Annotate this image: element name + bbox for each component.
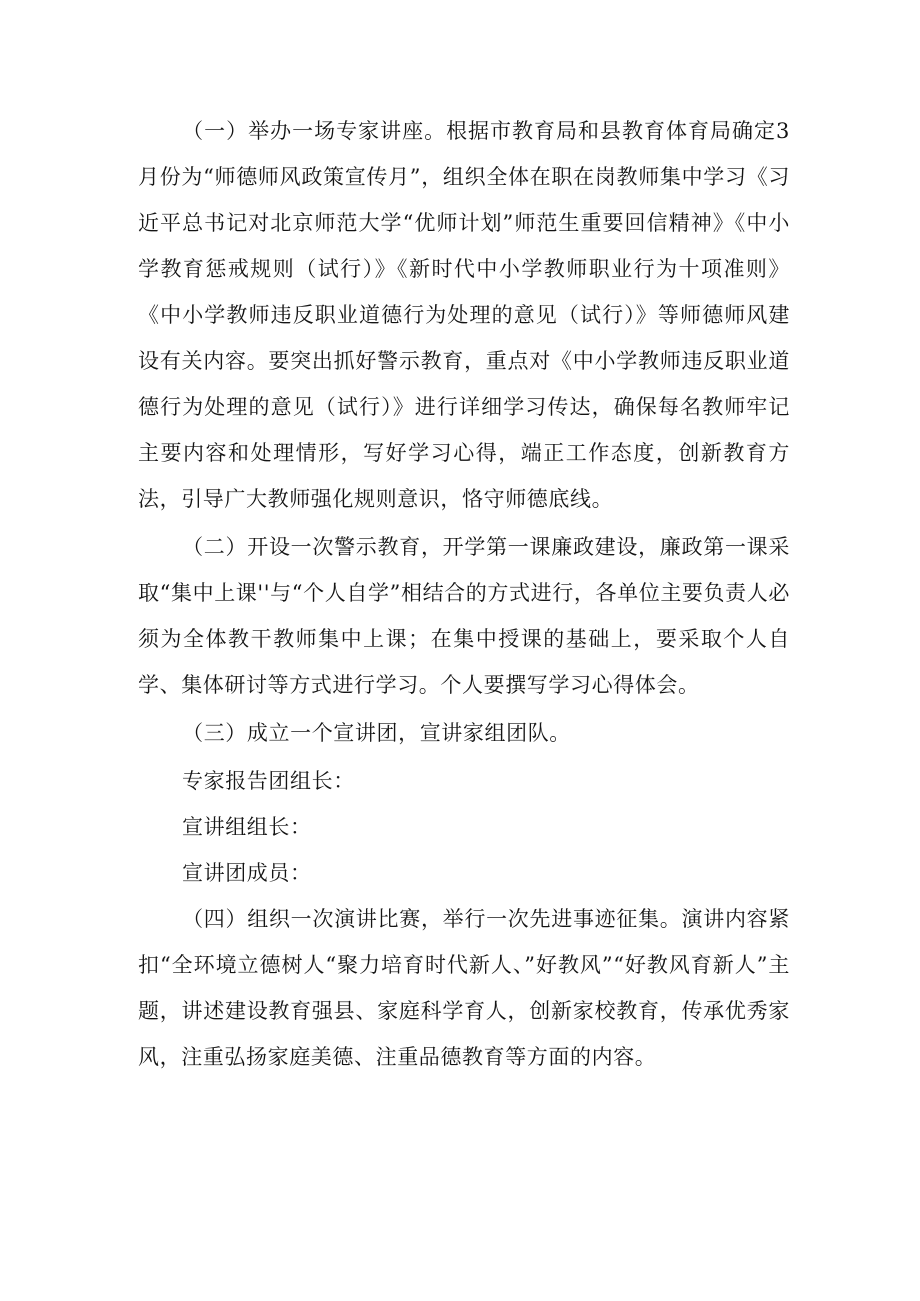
paragraph-warning-education: （二）开设一次警示教育，开学第一课廉政建设，廉政第一课采取“集中上课''与“个人自学”相结合的方式进行，各单位主要负责人必须为全体教干教师集中上课；在集中授课的基础上，要采取个人自学、集体研讨等方式进行学习。个人要撰写学习心得体会。 (138, 535, 790, 697)
document-body (138, 108, 790, 1082)
role-expert-leader: 专家报告团组长： (182, 769, 355, 793)
role-members: 宣讲团成员： (182, 861, 312, 885)
paragraph-lecture-group: （三）成立一个宣讲团，宣讲家组团队。 (182, 721, 571, 745)
role-group-leader: 宣讲组组长： (182, 815, 312, 839)
paragraph-expert-lecture: （一）举办一场专家讲座。根据市教育局和县教育体育局确定3月份为“师德师风政策宣传月”，组织全体在职在岗教师集中学习《习近平总书记对北京师范大学“优师计划”师范生重要回信精神》《中小学教育惩戒规则（试行）》《新时代中小学教师职业行为十项准则》《中小学教师违反职业道德行为处理的意见（试行）》等师德师风建设有关内容。要突出抓好警示教育，重点对《中小学教师违反职业道德行为处理的意见（试行）》进行详细学习传达，确保每名教师牢记主要内容和处理情形，写好学习心得，端正工作态度，创新教育方法，引导广大教师强化规则意识，恪守师德底线。 (138, 119, 790, 511)
paragraph-speech-contest: （四）组织一次演讲比赛，举行一次先进事迹征集。演讲内容紧扣“全环境立德树人“聚力培育时代新人、”好教风”“好教风育新人”主题，讲述建设教育强县、家庭科学育人，创新家校教育，传承优秀家风，注重弘扬家庭美德、注重品德教育等方面的内容。 (138, 907, 790, 1069)
